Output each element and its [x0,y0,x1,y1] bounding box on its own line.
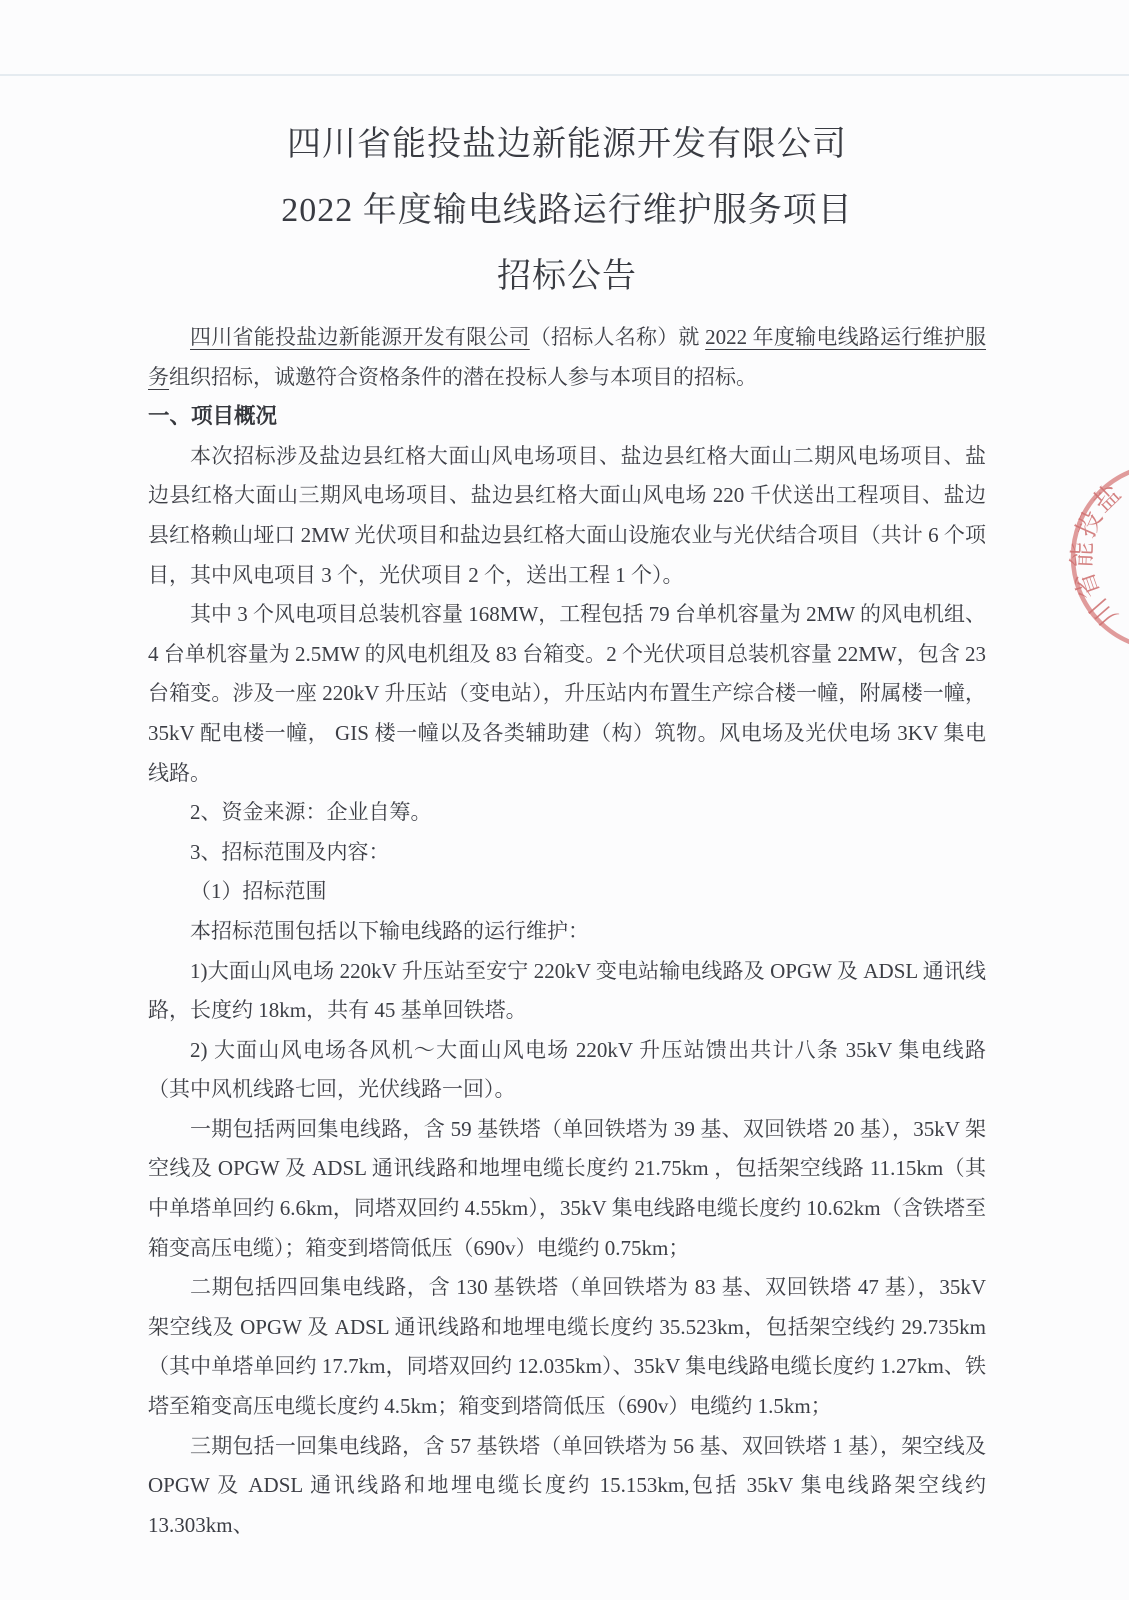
paragraph-scope-intro: 本招标范围包括以下输电线路的运行维护： [190,918,589,943]
project-name-underlined-wrap: 务 [148,364,169,389]
document-body [148,318,986,1545]
paragraph-phase-1: 一期包括两回集电线路，含 59 基铁塔（单回铁塔为 39 基、双回铁塔 20 基），35kV 架空线及 OPGW 及 ADSL 通讯线路和地埋电缆长度约 21.75km ，包括架空线路 11.15km（其中单塔单回约 6.6km，同塔双回约 4.55km），35kV 集电线路电缆长度约 10.62km（含铁塔至箱变高压电缆）；箱变到塔筒低压（690v）电缆约 0.75km； [148,1116,986,1260]
document-title-company: 四川省能投盐边新能源开发有限公司 [287,126,847,163]
paragraph-capacity-details: 其中 3 个风电项目总装机容量 168MW，工程包括 79 台单机容量为 2MW 的风电机组、4 台单机容量为 2.5MW 的风电机组及 83 台箱变。2 个光伏项目总装机容量 22MW，包含 23 台箱变。涉及一座 220kV 升压站（变电站），升压站内布置生产综合楼一幢，附属楼一幢，35kV 配电楼一幢， GIS 楼一幢以及各类辅助建（构）筑物。风电场及光伏电场 3KV 集电线路。 [148,602,986,785]
document-title-project: 2022 年度输电线路运行维护服务项目 [281,192,853,229]
paragraph-phase-2: 二期包括四回集电线路，含 130 基铁塔（单回铁塔为 83 基、双回铁塔 47 基），35kV 架空线及 OPGW 及 ADSL 通讯线路和地埋电缆长度约 35.523km，包括架空线约 29.735km（其中单塔单回约 17.7km，同塔双回约 12.035km）、35kV 集电线路电缆长度约 1.27km、铁塔至箱变高压电缆长度约 4.5km；箱变到塔筒低压（690v）电缆约 1.5km； [148,1275,986,1419]
document-content [148,0,986,1545]
paragraph-projects-involved: 本次招标涉及盐边县红格大面山风电场项目、盐边县红格大面山二期风电场项目、盐边县红格大面山三期风电场项目、盐边县红格大面山风电场 220 千伏送出工程项目、盐边县红格赖山垭口 2MW 光伏项目和盐边县红格大面山设施农业与光伏结合项目（共计 6 个项目，其中风电项目 3 个，光伏项目 2 个，送出工程 1 个）。 [148,443,986,587]
company-seal [1065,457,1129,657]
document-title-block [148,112,986,310]
seal-text: 川省能投盐 [1067,477,1128,632]
paragraph-phase-3: 三期包括一回集电线路，含 57 基铁塔（单回铁塔为 56 基、双回铁塔 1 基），架空线及 OPGW 及 ADSL 通讯线路和地埋电缆长度约 15.153km,包括 35kV 集电线路架空线约 13.303km、 [148,1433,986,1537]
intro-tail-text: 组织招标，诚邀符合资格条件的潜在投标人参与本项目的招标。 [169,364,757,389]
paragraph-bid-scope-heading: 3、招标范围及内容： [190,839,390,864]
section-heading-project-overview: 一、项目概况 [148,404,278,429]
bidder-name-underlined: 四川省能投盐边新能源开发有限公司 [190,325,530,349]
intro-middle-text: （招标人名称）就 [529,325,706,349]
project-name-underlined: 2022 年度输电线路运行维护服 [705,325,987,349]
seal-ring [1073,465,1129,649]
document-title-announcement: 招标公告 [497,258,637,295]
intro-paragraph [148,318,986,397]
svg-text:川省能投盐 [1068,477,1128,631]
paragraph-funding-source: 2、资金来源：企业自筹。 [190,800,432,825]
paragraph-scope-subheading: （1）招标范围 [190,879,327,904]
paragraph-line-1: 1)大面山风电场 220kV 升压站至安宁 220kV 变电站输电线路及 OPGW 及 ADSL 通讯线路，长度约 18km，共有 45 基单回铁塔。 [148,958,986,1023]
paragraph-line-2: 2) 大面山风电场各风机～大面山风电场 220kV 升压站馈出共计八条 35kV 集电线路（其中风机线路七回，光伏线路一回）。 [148,1037,986,1102]
